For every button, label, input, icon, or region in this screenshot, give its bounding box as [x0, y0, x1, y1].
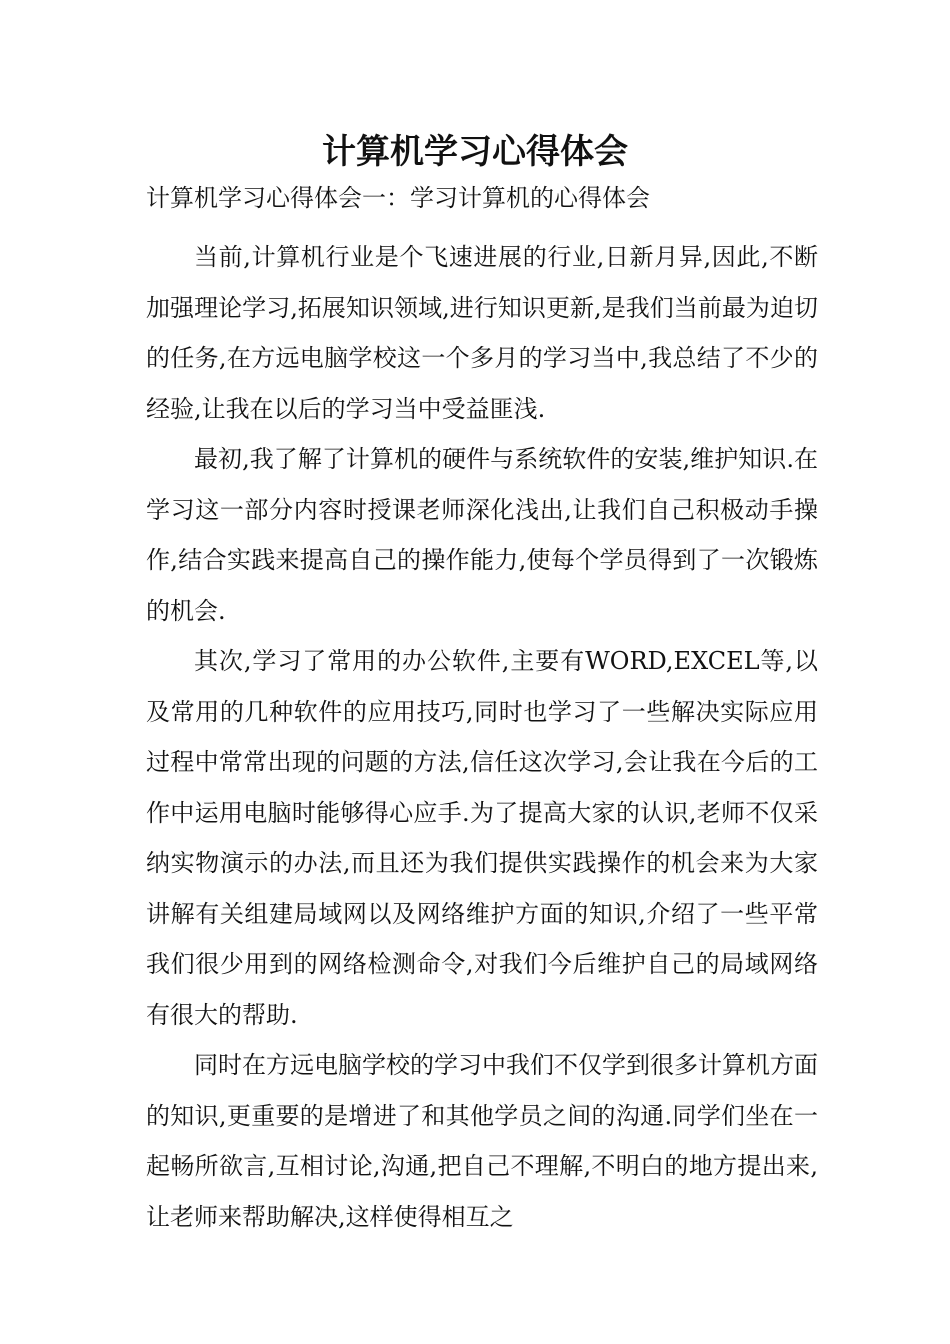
document-title: 计算机学习心得体会	[322, 132, 628, 172]
document-subtitle: 计算机学习心得体会一：学习计算机的心得体会	[146, 184, 650, 212]
paragraph-4: 同时在方远电脑学校的学习中我们不仅学到很多计算机方面的知识,更重要的是增进了和其他学员之间的沟通.同学们坐在一起畅所欲言,互相讨论,沟通,把自己不理解,不明白的地方提出来,让老师来帮助解决,这样使得相互之	[146, 1051, 818, 1231]
paragraph-2: 最初,我了解了计算机的硬件与系统软件的安装,维护知识.在学习这一部分内容时授课老师深化浅出,让我们自己积极动手操作,结合实践来提高自己的操作能力,使每个学员得到了一次锻炼的机会.	[146, 445, 818, 625]
paragraph-1: 当前,计算机行业是个飞速进展的行业,日新月异,因此,不断加强理论学习,拓展知识领域,进行知识更新,是我们当前最为迫切的任务,在方远电脑学校这一个多月的学习当中,我总结了不少的经验,让我在以后的学习当中受益匪浅.	[146, 243, 818, 423]
document-body	[146, 232, 818, 1242]
paragraph-3: 其次,学习了常用的办公软件,主要有WORD,EXCEL等,以及常用的几种软件的应用技巧,同时也学习了一些解决实际应用过程中常常出现的问题的方法,信任这次学习,会让我在今后的工作中运用电脑时能够得心应手.为了提高大家的认识,老师不仅采纳实物演示的办法,而且还为我们提供实践操作的机会来为大家讲解有关组建局域网以及网络维护方面的知识,介绍了一些平常我们很少用到的网络检测命令,对我们今后维护自己的局域网络有很大的帮助.	[146, 647, 818, 1029]
